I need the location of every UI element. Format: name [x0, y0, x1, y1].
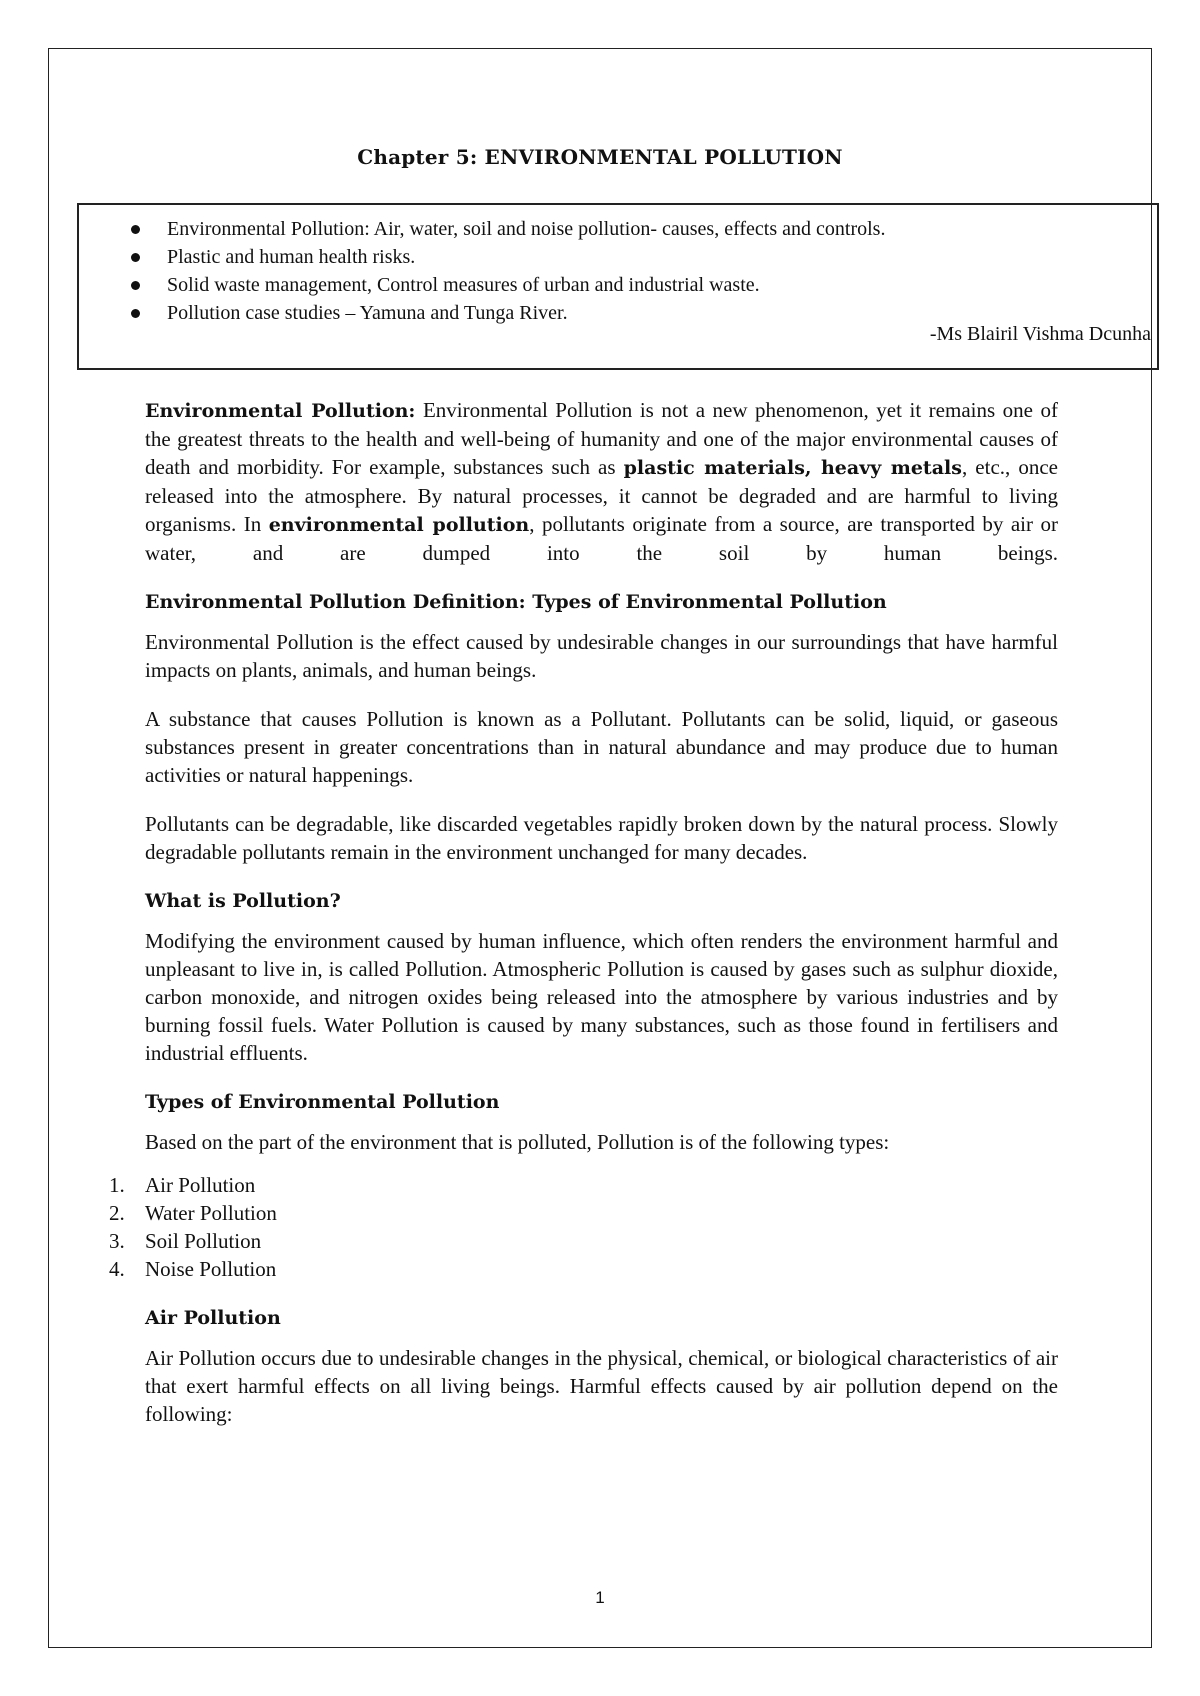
types-list — [109, 1171, 1058, 1283]
syllabus-item: Pollution case studies – Yamuna and Tunga River. — [131, 299, 885, 327]
bullet-icon — [131, 309, 140, 318]
intro-paragraph: Environmental Pollution: Environmental Pollution is not a new phenomenon, yet it remains one of the greatest threats to the health and well-being of humanity and one of the major environmental causes of death and morbidity. For example, substances such as plastic materials, heavy metals, etc., once released into the atmosphere. By natural processes, it cannot be degraded and are harmful to living organisms. In environmental pollution, pollutants originate from a source, are transported by air or water, and are dumped into the soil by human beings. — [145, 398, 1059, 565]
degradable-paragraph: Pollutants can be degradable, like discarded vegetables rapidly broken down by the natural process. Slowly degradable pollutants remain in the environment unchanged for many decades. — [145, 812, 1058, 864]
definition-heading: Environmental Pollution Definition: Types of Environmental Pollution — [145, 591, 887, 613]
list-item: 3. Soil Pollution — [109, 1229, 262, 1253]
syllabus-list — [131, 215, 885, 327]
list-item: 4. Noise Pollution — [109, 1257, 277, 1281]
what-is-heading: What is Pollution? — [145, 890, 341, 912]
bullet-icon — [131, 253, 140, 262]
syllabus-box — [77, 203, 1159, 370]
bold-term: plastic materials, heavy metals — [623, 457, 962, 479]
page-number: 1 — [595, 1588, 605, 1607]
types-heading: Types of Environmental Pollution — [145, 1091, 500, 1113]
chapter-title: Chapter 5: ENVIRONMENTAL POLLUTION — [357, 145, 843, 169]
intro-lead: Environmental Pollution: — [145, 400, 416, 422]
bullet-icon — [131, 281, 140, 290]
bold-term: environmental pollution — [268, 514, 530, 536]
list-item: 2. Water Pollution — [109, 1201, 277, 1225]
types-intro: Based on the part of the environment that is polluted, Pollution is of the following types: — [145, 1130, 890, 1154]
pollutant-paragraph: A substance that causes Pollution is known as a Pollutant. Pollutants can be solid, liquid, or gaseous substances present in greater concentrations than in natural abundance and may produce due to human activities or natural happenings. — [145, 707, 1058, 787]
author-credit: -Ms Blairil Vishma Dcunha — [929, 323, 1151, 345]
definition-paragraph: Environmental Pollution is the effect caused by undesirable changes in our surroundings that have harmful impacts on plants, animals, and human beings. — [145, 630, 1058, 682]
syllabus-item: Environmental Pollution: Air, water, soil and noise pollution- causes, effects and controls. — [131, 215, 885, 243]
syllabus-item: Solid waste management, Control measures of urban and industrial waste. — [131, 271, 885, 299]
air-pollution-heading: Air Pollution — [145, 1307, 281, 1329]
syllabus-item: Plastic and human health risks. — [131, 243, 885, 271]
bullet-icon — [131, 225, 140, 234]
what-is-paragraph: Modifying the environment caused by human influence, which often renders the environment harmful and unpleasant to live in, is called Pollution. Atmospheric Pollution is caused by gases such as sulphur dioxide, carbon monoxide, and nitrogen oxides being released into the atmosphere by various industries and by burning fossil fuels. Water Pollution is caused by many substances, such as those found in fertilisers and industrial effluents. — [145, 929, 1058, 1065]
air-pollution-paragraph: Air Pollution occurs due to undesirable changes in the physical, chemical, or biological characteristics of air that exert harmful effects on all living beings. Harmful effects caused by air pollution depend on the following: — [145, 1346, 1058, 1426]
list-item: 1. Air Pollution — [109, 1173, 256, 1197]
document-body — [109, 396, 1059, 1449]
